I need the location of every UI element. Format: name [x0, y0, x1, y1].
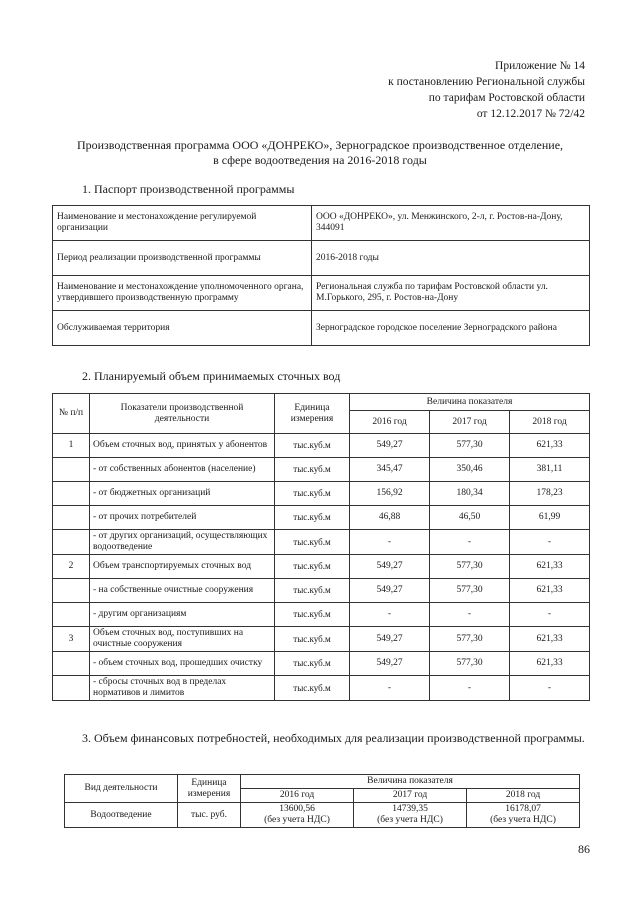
row-unit: тыс.куб.м — [275, 434, 350, 458]
col-value-header: Величина показателя — [241, 775, 580, 789]
passport-value: Зерноградское городское поселение Зерноградского района — [312, 311, 590, 346]
appendix-line-2: к постановлению Региональной службы — [388, 76, 585, 88]
row-2018: 621,33 — [510, 579, 590, 603]
passport-label: Период реализации производственной программы — [53, 241, 312, 276]
passport-label: Наименование и местонахождение регулируемой организации — [53, 206, 312, 241]
row-indicator: - объем сточных вод, прошедших очистку — [90, 652, 275, 676]
financial-needs-table — [64, 774, 580, 828]
row-unit: тыс.куб.м — [275, 652, 350, 676]
row-2016: 549,27 — [350, 579, 430, 603]
wastewater-volume-table — [52, 393, 590, 701]
row-2016: 549,27 — [350, 434, 430, 458]
row-activity: Водоотведение — [65, 803, 178, 828]
row-2018: 621,33 — [510, 555, 590, 579]
row-2016: 549,27 — [350, 652, 430, 676]
row-2018 — [467, 803, 580, 828]
row-num — [53, 506, 90, 530]
table-row — [53, 530, 590, 555]
col-2016-header: 2016 год — [241, 789, 354, 803]
row-indicator: Объем сточных вод, принятых у абонентов — [90, 434, 275, 458]
page-number: 86 — [578, 842, 590, 856]
row-unit: тыс.куб.м — [275, 676, 350, 701]
col-unit-header: Единица измерения — [275, 394, 350, 434]
row-indicator: - другим организациям — [90, 603, 275, 627]
row-unit: тыс.куб.м — [275, 627, 350, 652]
passport-value: ООО «ДОНРЕКО», ул. Менжинского, 2-л, г. Ростов-на-Дону, 344091 — [312, 206, 590, 241]
row-num: 1 — [53, 434, 90, 458]
table-row — [53, 241, 590, 276]
table-row — [65, 803, 580, 828]
row-num: 2 — [53, 555, 90, 579]
row-unit: тыс.куб.м — [275, 603, 350, 627]
value-2017: 14739,35 — [392, 804, 428, 814]
section-1-heading: 1. Паспорт производственной программы — [82, 182, 295, 196]
col-2017-header: 2017 год — [354, 789, 467, 803]
row-2017: 46,50 — [430, 506, 510, 530]
document-title — [50, 138, 590, 168]
row-2018: - — [510, 530, 590, 555]
row-2017: 577,30 — [430, 434, 510, 458]
row-indicator: Объем сточных вод, поступивших на очистные сооружения — [90, 627, 275, 652]
row-2017: - — [430, 530, 510, 555]
row-2016: 156,92 — [350, 482, 430, 506]
row-num — [53, 676, 90, 701]
row-2018: 621,33 — [510, 652, 590, 676]
row-num — [53, 482, 90, 506]
row-num — [53, 652, 90, 676]
row-indicator: - от прочих потребителей — [90, 506, 275, 530]
row-unit: тыс.куб.м — [275, 579, 350, 603]
title-line-1: Производственная программа ООО «ДОНРЕКО», Зерноградское производственное отделение, — [76, 138, 564, 152]
section-2-heading: 2. Планируемый объем принимаемых сточных вод — [82, 369, 341, 383]
section-3-heading — [52, 731, 590, 746]
row-2016: 549,27 — [350, 555, 430, 579]
row-2016: - — [350, 530, 430, 555]
row-2016: - — [350, 676, 430, 701]
row-2016: 345,47 — [350, 458, 430, 482]
row-2018: 178,23 — [510, 482, 590, 506]
row-2016: 46,88 — [350, 506, 430, 530]
table-row — [53, 676, 590, 701]
row-unit: тыс.куб.м — [275, 482, 350, 506]
passport-value: 2016-2018 годы — [312, 241, 590, 276]
passport-value: Региональная служба по тарифам Ростовской области ул. М.Горького, 295, г. Ростов-на-Дону — [312, 276, 590, 311]
table-row — [53, 311, 590, 346]
col-2017-header: 2017 год — [430, 411, 510, 434]
row-unit: тыс. руб. — [178, 803, 241, 828]
row-2017: 577,30 — [430, 555, 510, 579]
row-2018: 381,11 — [510, 458, 590, 482]
row-unit: тыс.куб.м — [275, 555, 350, 579]
row-2017: 577,30 — [430, 579, 510, 603]
row-2016: - — [350, 603, 430, 627]
row-2016 — [241, 803, 354, 828]
row-2018: 621,33 — [510, 627, 590, 652]
row-indicator: - на собственные очистные сооружения — [90, 579, 275, 603]
table-row — [53, 506, 590, 530]
appendix-line-4: от 12.12.2017 № 72/42 — [476, 108, 585, 120]
title-line-2: в сфере водоотведения на 2016-2018 годы — [213, 153, 427, 167]
table-header-row — [53, 394, 590, 411]
row-2017: 350,46 — [430, 458, 510, 482]
row-num: 3 — [53, 627, 90, 652]
row-num — [53, 530, 90, 555]
passport-label: Наименование и местонахождение уполномоченного органа, утвердившего производственную программу — [53, 276, 312, 311]
row-num — [53, 603, 90, 627]
row-2017: - — [430, 676, 510, 701]
table-row — [53, 603, 590, 627]
appendix-line-1: Приложение № 14 — [495, 60, 585, 72]
table-row — [53, 482, 590, 506]
row-indicator: - от бюджетных организаций — [90, 482, 275, 506]
value-2016: 13600,56 — [279, 804, 315, 814]
row-2017 — [354, 803, 467, 828]
row-indicator: Объем транспортируемых сточных вод — [90, 555, 275, 579]
table-row — [53, 579, 590, 603]
col-2018-header: 2018 год — [510, 411, 590, 434]
row-indicator: - от других организаций, осуществляющих водоотведение — [90, 530, 275, 555]
value-2018: 16178,07 — [505, 804, 541, 814]
col-2018-header: 2018 год — [467, 789, 580, 803]
section-3-heading-text: 3. Объем финансовых потребностей, необходимых для реализации производственной программы. — [82, 731, 585, 745]
col-2016-header: 2016 год — [350, 411, 430, 434]
appendix-line-3: по тарифам Ростовской области — [428, 92, 585, 104]
table-row — [53, 434, 590, 458]
col-num-header: № п/п — [53, 394, 90, 434]
row-2017: 180,34 — [430, 482, 510, 506]
vat-note: (без учета НДС) — [490, 815, 556, 825]
vat-note: (без учета НДС) — [377, 815, 443, 825]
row-unit: тыс.куб.м — [275, 530, 350, 555]
col-value-header: Величина показателя — [350, 394, 590, 411]
table-row — [53, 276, 590, 311]
row-unit: тыс.куб.м — [275, 506, 350, 530]
col-indicator-header: Показатели производственной деятельности — [90, 394, 275, 434]
table-header-row — [65, 775, 580, 789]
col-activity-header: Вид деятельности — [65, 775, 178, 803]
vat-note: (без учета НДС) — [264, 815, 330, 825]
passport-table — [52, 205, 590, 346]
row-indicator: - сбросы сточных вод в пределах нормативов и лимитов — [90, 676, 275, 701]
table-row — [53, 555, 590, 579]
table-row — [53, 206, 590, 241]
row-num — [53, 458, 90, 482]
table-row — [53, 627, 590, 652]
table-row — [53, 458, 590, 482]
row-2018: - — [510, 603, 590, 627]
row-2017: - — [430, 603, 510, 627]
row-2017: 577,30 — [430, 652, 510, 676]
row-2018: 61,99 — [510, 506, 590, 530]
row-2016: 549,27 — [350, 627, 430, 652]
row-2018: - — [510, 676, 590, 701]
row-indicator: - от собственных абонентов (население) — [90, 458, 275, 482]
passport-label: Обслуживаемая территория — [53, 311, 312, 346]
row-num — [53, 579, 90, 603]
appendix-header — [388, 58, 585, 122]
table-row — [53, 652, 590, 676]
row-2017: 577,30 — [430, 627, 510, 652]
row-unit: тыс.куб.м — [275, 458, 350, 482]
col-unit-header: Единица измерения — [178, 775, 241, 803]
row-2018: 621,33 — [510, 434, 590, 458]
